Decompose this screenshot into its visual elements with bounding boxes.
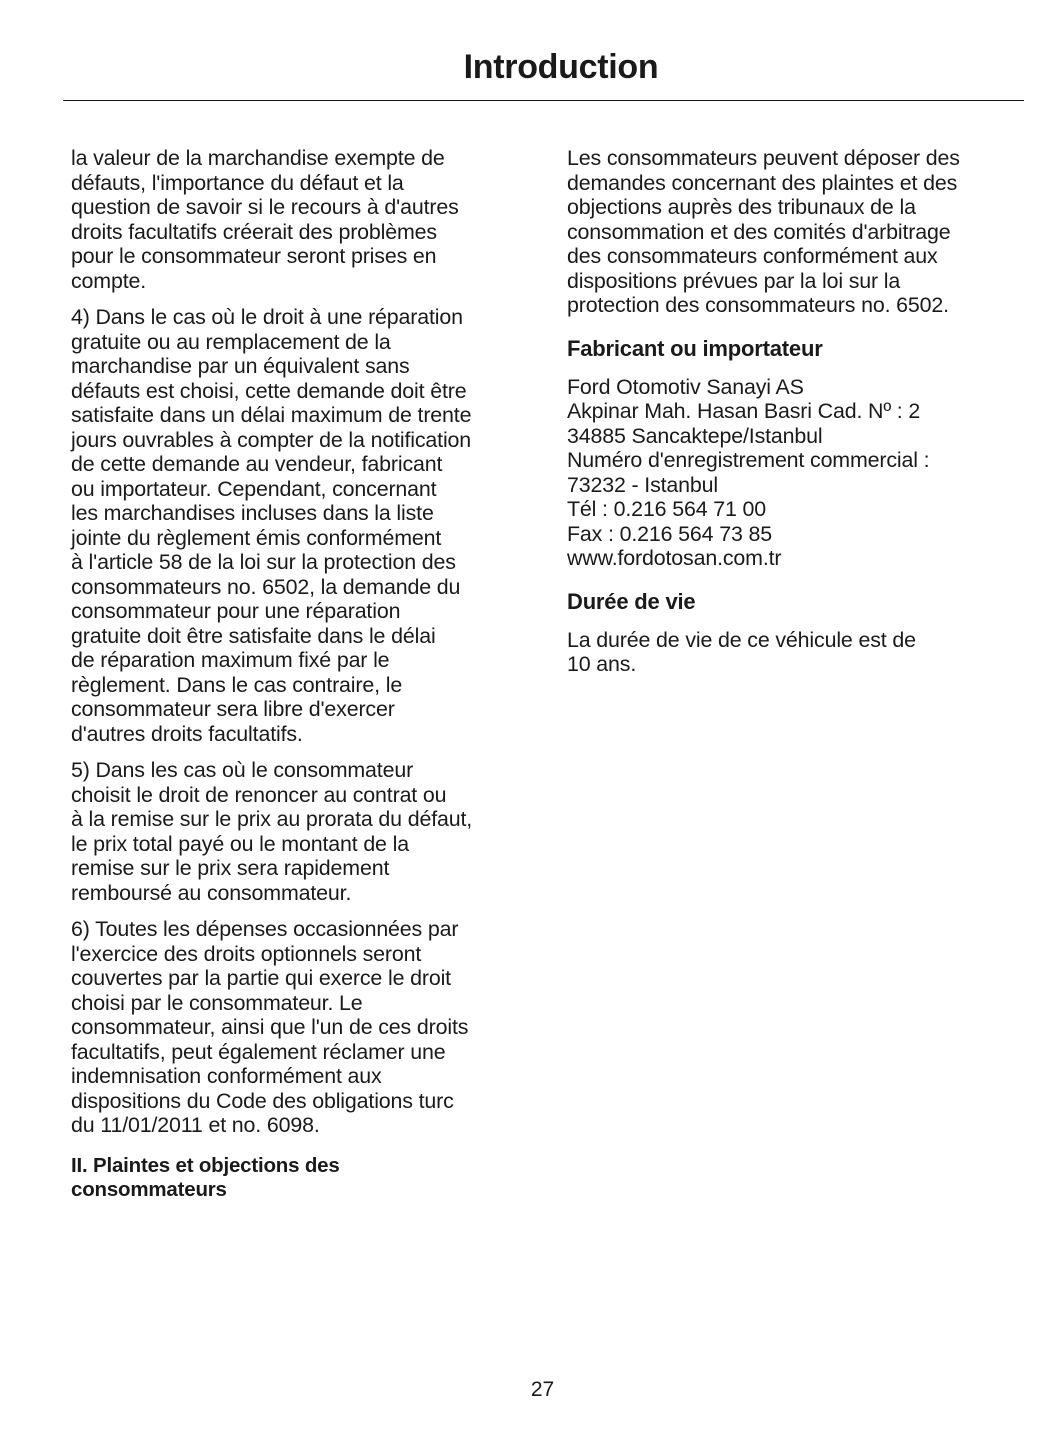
page-title: Introduction [463,48,659,86]
manufacturer-address-block: Ford Otomotiv Sanayi AS Akpinar Mah. Hasan Basri Cad. Nº : 2 34885 Sancaktepe/Istanbul Numéro d'enregistrement commercial : 73232 - Istanbul Tél : 0.216 564 71 00 Fax : 0.216 564 73 85 www.fordotosan.com.tr [567,374,930,570]
left-column [71,146,527,1216]
right-column [567,146,1027,689]
section-heading-manufacturer: Fabricant ou importateur [567,335,823,361]
section-heading-lifespan: Durée de vie [567,588,696,614]
paragraph-value-assessment: la valeur de la marchandise exempte de défauts, l'importance du défaut et la question de savoir si le recours à d'autres droits facultatifs créerait des problèmes pour le consommateur seront prises en compte. [71,146,459,293]
page-header [63,42,1024,101]
page-number: 27 [530,1378,555,1401]
paragraph-contract-withdrawal: 5) Dans les cas où le consommateur choisit le droit de renoncer au contrat ou à la remise sur le prix au prorata du défaut, le prix total payé ou le montant de la remise sur le prix sera rapidement remboursé au consommateur. [71,758,473,905]
section-heading-complaints: II. Plaintes et objections des consommateurs [71,1153,340,1201]
paragraph-lifespan: La durée de vie de ce véhicule est de 10 ans. [567,627,916,676]
paragraph-repair-replacement: 4) Dans le cas où le droit à une réparation gratuite ou au remplacement de la marchandise par un équivalent sans défauts est choisi, cette demande doit être satisfaite dans un délai maximum de trente jours ouvrables à compter de la notification de cette demande au vendeur, fabricant ou importateur. Cependant, concernant les marchandises incluses dans la liste jointe du règlement émis conformément à l'article 58 de la loi sur la protection des consommateurs no. 6502, la demande du consommateur pour une réparation gratuite doit être satisfaite dans le délai de réparation maximum fixé par le règlement. Dans le cas contraire, le consommateur sera libre d'exercer d'autres droits facultatifs. [71,305,472,746]
paragraph-expenses: 6) Toutes les dépenses occasionnées par l'exercice des droits optionnels seront couvertes par la partie qui exerce le droit choisi par le consommateur. Le consommateur, ainsi que l'un de ces droits facultatifs, peut également réclamer une indemnisation conformément aux dispositions du Code des obligations turc du 11/01/2011 et no. 6098. [71,917,469,1137]
paragraph-complaints-procedure: Les consommateurs peuvent déposer des demandes concernant des plaintes et des objections auprès des tribunaux de la consommation et des comités d'arbitrage des consommateurs conformément aux dispositions prévues par la loi sur la protection des consommateurs no. 6502. [567,146,960,317]
